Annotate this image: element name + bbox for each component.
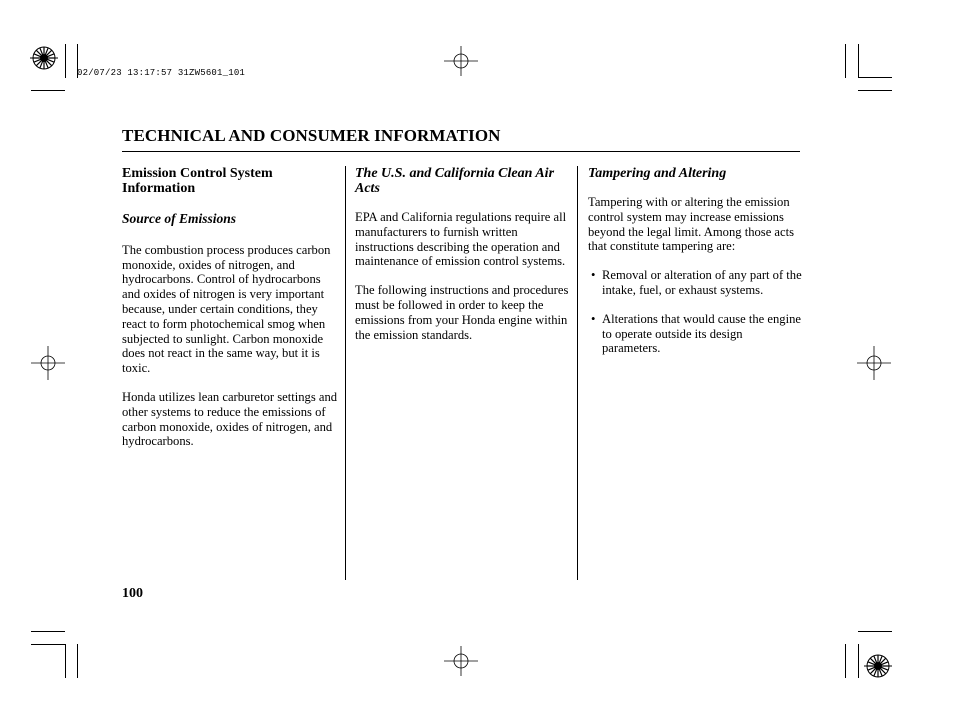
column-emission-info (122, 166, 340, 449)
column-tampering (588, 166, 804, 356)
crop-mark (77, 644, 78, 678)
list-item (588, 312, 804, 356)
section-heading: The U.S. and California Clean Air Acts (355, 166, 555, 196)
page-title: TECHNICAL AND CONSUMER INFORMATION (122, 126, 501, 145)
crosshair-icon (444, 646, 478, 676)
print-stamp: 02/07/23 13:17:57 31ZW5601_101 (77, 68, 246, 78)
crop-mark (31, 90, 65, 91)
crop-mark (65, 44, 66, 78)
paragraph: The combustion process produces carbon monoxide, oxides of nitrogen, and hydrocarbons. Control of hydrocarbons and oxides of nitrogen is very important because, under certain conditions, they react to form photochemical smog when subjected to sunlight. Carbon monoxide does not react in the same way, but it is toxic. (122, 242, 331, 376)
paragraph: The following instructions and procedures must be followed in order to keep the emissions from your Honda engine within the emission standards. (355, 283, 569, 342)
bullet-icon: • (591, 268, 596, 283)
crop-mark (31, 644, 65, 645)
crop-mark (31, 631, 65, 632)
section-heading: Tampering and Altering (588, 166, 727, 181)
column-divider (345, 166, 346, 580)
crop-mark (858, 77, 892, 78)
crop-mark (65, 644, 66, 678)
bullet-icon: • (591, 311, 596, 326)
crosshair-icon (857, 346, 891, 380)
crosshair-icon (444, 46, 478, 76)
page-number: 100 (122, 586, 143, 601)
registration-target-icon (864, 652, 892, 680)
column-clean-air-acts (355, 166, 570, 342)
list-item-text: Alterations that would cause the engine to operate outside its design parameters. (602, 311, 801, 356)
crop-mark (858, 631, 892, 632)
crop-mark (858, 644, 859, 678)
header-rule (122, 151, 800, 152)
paragraph: EPA and California regulations require all manufacturers to furnish written instructions describing the operation and maintenance of emission control systems. (355, 210, 567, 269)
crop-mark (845, 44, 846, 78)
section-heading: Emission Control System Information (122, 166, 273, 196)
crop-mark (858, 44, 859, 78)
list-item (588, 268, 804, 298)
crop-mark (845, 644, 846, 678)
crosshair-icon (31, 346, 65, 380)
paragraph: Honda utilizes lean carburetor settings and other systems to reduce the emissions of carbon monoxide, oxides of nitrogen, and hydrocarbons. (122, 389, 338, 449)
column-divider (577, 166, 578, 580)
registration-target-icon (30, 44, 58, 72)
crop-mark (858, 90, 892, 91)
list-item-text: Removal or alteration of any part of the intake, fuel, or exhaust systems. (602, 268, 802, 297)
paragraph: Tampering with or altering the emission control system may increase emissions beyond the legal limit. Among those acts that constitute tampering are: (588, 195, 795, 254)
subsection-heading: Source of Emissions (122, 211, 237, 226)
